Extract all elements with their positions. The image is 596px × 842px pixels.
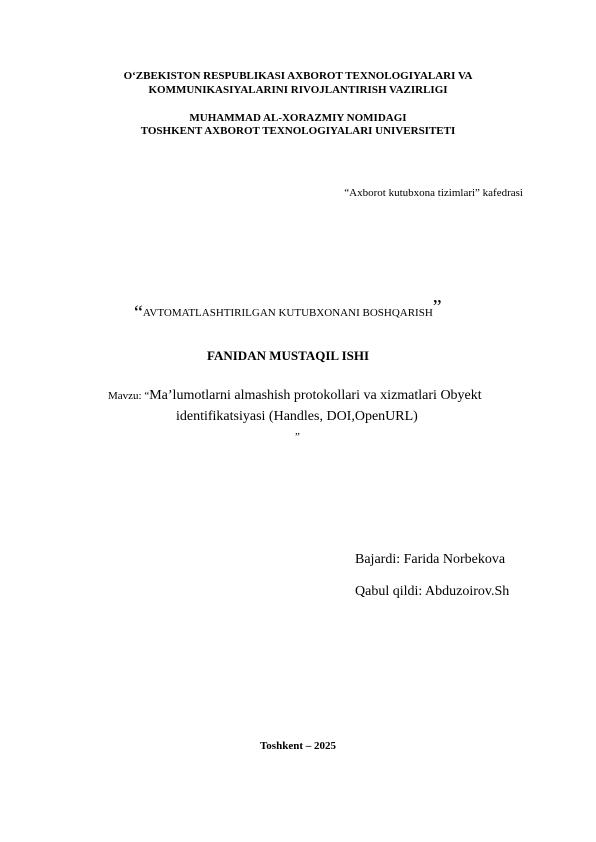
department-name: “Axborot kutubxona tizimlari” kafedrasi xyxy=(344,187,523,199)
work-type: FANIDAN MUSTAQIL ISHI xyxy=(207,348,370,363)
subject-close-quote: ” xyxy=(432,296,442,318)
topic-line-2: identifikatsiyasi (Handles, DOI,OpenURL) xyxy=(176,409,418,424)
subject-title-text: AVTOMATLASHTIRILGAN KUTUBXONANI BOSHQARISH xyxy=(142,307,433,319)
ministry-line-1: O‘ZBEKISTON RESPUBLIKASI AXBOROT TEXNOLOGIYALARI VA xyxy=(123,70,473,82)
city-year: Toshkent – 2025 xyxy=(259,740,336,752)
subject-open-quote: “ xyxy=(134,302,143,324)
performed-by: Bajardi: Farida Norbekova xyxy=(355,552,506,567)
topic-text-1: Ma’lumotlarni almashish protokollari va xizmatlari Obyekt xyxy=(149,388,482,403)
subject-title xyxy=(134,296,442,324)
ministry-line-2: KOMMUNIKASIYALARINI RIVOJLANTIRISH VAZIRLIGI xyxy=(148,84,448,96)
university-line-1: MUHAMMAD AL-XORAZMIY NOMIDAGI xyxy=(189,112,407,124)
accepted-by: Qabul qildi: Abduzoirov.Sh xyxy=(355,584,510,599)
university-line-2: TOSHKENT AXBOROT TEXNOLOGIYALARI UNIVERSITETI xyxy=(140,125,456,137)
topic-label: Mavzu: “ xyxy=(108,390,150,402)
topic-closing-quote: ” xyxy=(295,431,300,443)
topic-line-1 xyxy=(108,387,482,403)
